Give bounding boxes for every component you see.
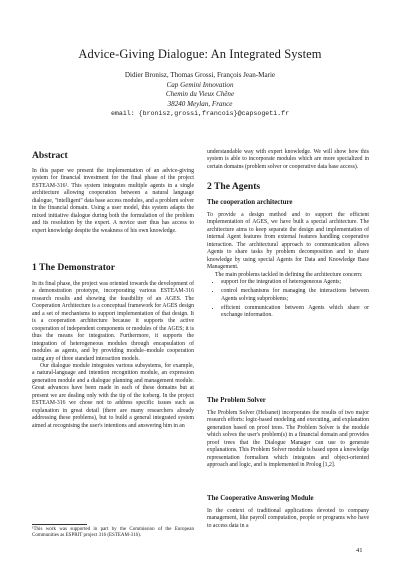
section-1-heading: 1 The Demonstrator [32, 262, 115, 273]
affiliation: Cap Gemini Innovation [166, 80, 234, 89]
problem-solver-body [207, 410, 369, 470]
section-1-paragraph-1: In its final phase, the project was oriented towards the development of a demonstration prototype, incorporating various ESTEAM-316 research results and showing the feasibility of an AGES. The Cooperation Architecture is a conceptual framework for AGES design and a set of mechanisms to support implementation of that design. It is a cooperation architecture because it supports the active cooperation of independent components or modules of the AGES; it is thus the means for integration. Furthermore, it supports the integration of heterogeneous modules through encapsulation of modules as agents, and by providing module–module cooperation using any of three standard interaction models. [32, 281, 194, 362]
continued-paragraph: understandable way with expert knowledge. We will show how this system is able to incorporate modules which are more specialized in certain domains (problem solver or cooperative data base access). [207, 149, 369, 170]
author-email: email: {bronisz,grossi,francois}@capsogeti.fr [110, 110, 290, 118]
footnote-rule [32, 524, 87, 525]
address-street: Chemin du Vieux Chêne [165, 90, 235, 99]
list-item: • support for the integration of heterogeneous Agents; [221, 279, 369, 286]
paper-title: Advice-Giving Dialogue: An Integrated System [78, 47, 322, 61]
section-2-heading: 2 The Agents [207, 181, 261, 192]
list-item: • efficient communication between Agents which share or exchange information. [221, 305, 369, 320]
section-1-body [32, 281, 194, 430]
architecture-concerns-list [207, 279, 369, 319]
section-1-paragraph-2: Our dialogue module integrates various subsystems, for example, a natural-language and intention recognition module, an expression generation module and a dialogue planning and management module. Great advances have been made in each of these domains but at present we are dealing only with the tip of the iceberg. In the project ESTEAM-316 we chose not to address specific issues such as explanation in great detail (there are many researchers already addressing these problems), but to build a general integrated system aimed at recognising the user's intentions and answering him in an [32, 362, 194, 429]
subsection-cooperation-architecture: The cooperation architecture [207, 199, 293, 206]
abstract-paragraph: In this paper we present the implementation of an advice-giving system for financial investment for the final phase of the project ESTEAM-316¹. This system integrates multiple agents in a single architecture allowing cooperation between a natural language dialogue, "intelligent" data base access modules, and a problem solver in the financial domain. Using a user model, this system adapts the mixed initiative dialogue during both the formulation of the problem and its resolution by the expert. A novice user thus has access to expert knowledge despite the weakness of his own knowledge. [32, 168, 194, 234]
problem-solver-paragraph: The Problem Solver (Helsanet) incorporates the results of two major research efforts: logic-based modeling and executing, and explanation generation based on proof trees. The Problem Solver is the module which solves the user's problem(s) in a financial domain and provides proof trees that the Dialogue Manager can use to generate explanations. This Problem Solver module is based upon a knowledge representation formalism which integrates and object-oriented approach and logic, and is implemented in Prolog [1,2]. [207, 410, 369, 469]
author-block [0, 71, 400, 119]
cooperation-paragraph-1: To provide a design method and to support the efficient implementation of AGES, we have built a special architecture. The architecture aims to keep separate the design and implementation of internal Agent features from external features handling cooperative interaction. The architectural approach to communication allows Agents to share tasks by problem decomposition and to share knowledge by using special Agents for Data and Knowledge Base Management. [207, 212, 369, 271]
cooperative-answering-body [207, 508, 369, 530]
cooperative-answering-paragraph: In the context of traditional applications devoted to company management, like payroll computation, people or programs who have to access data in a [207, 508, 369, 529]
abstract-heading: Abstract [32, 150, 68, 161]
cooperation-architecture-body [207, 212, 369, 321]
address-city: 38240 Meylan, France [167, 99, 233, 108]
subsection-problem-solver: The Problem Solver [207, 397, 266, 404]
cooperation-paragraph-2: The main problems tackled in defining the architecture concern: [215, 271, 363, 278]
abstract-text [32, 168, 194, 235]
list-item: • control mechanisms for managing the interactions between Agents solving subproblems; [221, 288, 369, 303]
page-number: 41 [356, 547, 363, 554]
author-names: Didier Bronisz, Thomas Grossi, François Jean-Marie [124, 71, 276, 79]
footnote: ¹This work was supported in part by the Commission of the European Communities as ESPRIT project 316 (ESTEAM-316). [32, 527, 194, 539]
subsection-cooperative-answering: The Cooperative Answering Module [207, 495, 314, 502]
right-column-intro [207, 149, 369, 171]
